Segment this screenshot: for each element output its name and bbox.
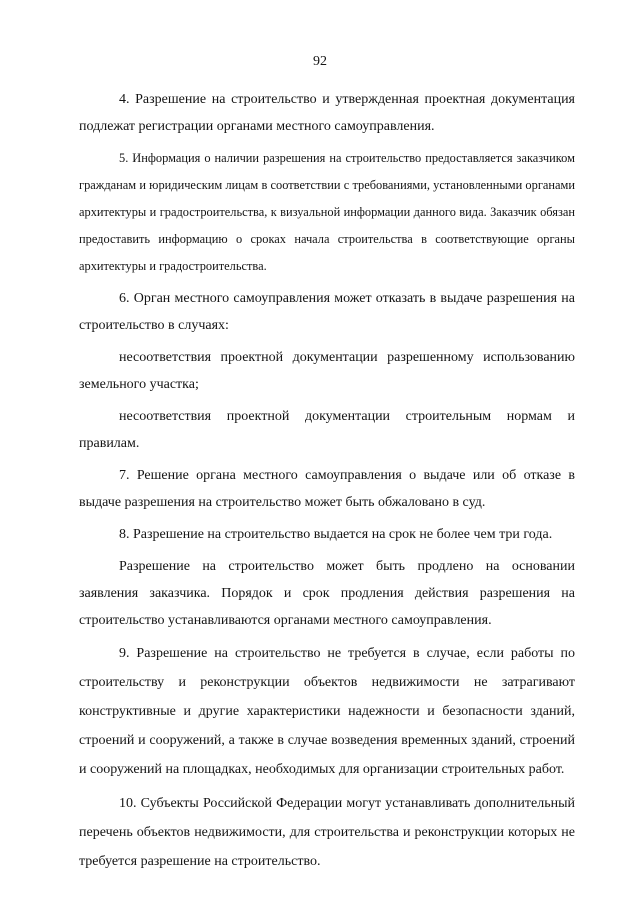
paragraph-6-item-1: несоответствия проектной документации разрешенному использованию земельного участка;: [79, 350, 575, 392]
paragraph-9: 9. Разрешение на строительство не требуется в случае, если работы по строительству и реконструкции объектов недвижимости не затрагивают конструктивные и другие характеристики надежности и безопасности зданий, строений и сооружений, а также в случае возведения временных зданий, строений и сооружений на площадках, необходимых для организации строительных работ.: [79, 646, 575, 777]
paragraph-8-extension: Разрешение на строительство может быть продлено на основании заявления заказчика. Порядок и срок продления действия разрешения на строительство устанавливаются органами местного самоуправления.: [79, 559, 575, 628]
page-number: 92: [313, 54, 327, 69]
document-body: [79, 86, 575, 881]
paragraph-6: 6. Орган местного самоуправления может отказать в выдаче разрешения на строительство в случаях:: [79, 291, 575, 333]
paragraph-4: 4. Разрешение на строительство и утвержденная проектная документация подлежат регистрации органами местного самоуправления.: [79, 92, 575, 134]
paragraph-8: 8. Разрешение на строительство выдается на срок не более чем три года.: [119, 527, 553, 542]
paragraph-5: 5. Информация о наличии разрешения на строительство предоставляется заказчиком гражданам и юридическим лицам в соответствии с требованиями, установленными органами архитектуры и градостроительства, к визуальной информации данного вида. Заказчик обязан предоставить информацию о сроках начала строительства в соответствующие органы архитектуры и градостроительства.: [79, 151, 575, 273]
paragraph-10: 10. Субъекты Российской Федерации могут устанавливать дополнительный перечень объектов недвижимости, для строительства и реконструкции которых не требуется разрешение на строительство.: [79, 796, 575, 869]
paragraph-6-item-2: несоответствия проектной документации строительным нормам и правилам.: [79, 409, 575, 451]
paragraph-7: 7. Решение органа местного самоуправления о выдаче или об отказе в выдаче разрешения на строительство может быть обжаловано в суд.: [79, 468, 575, 510]
